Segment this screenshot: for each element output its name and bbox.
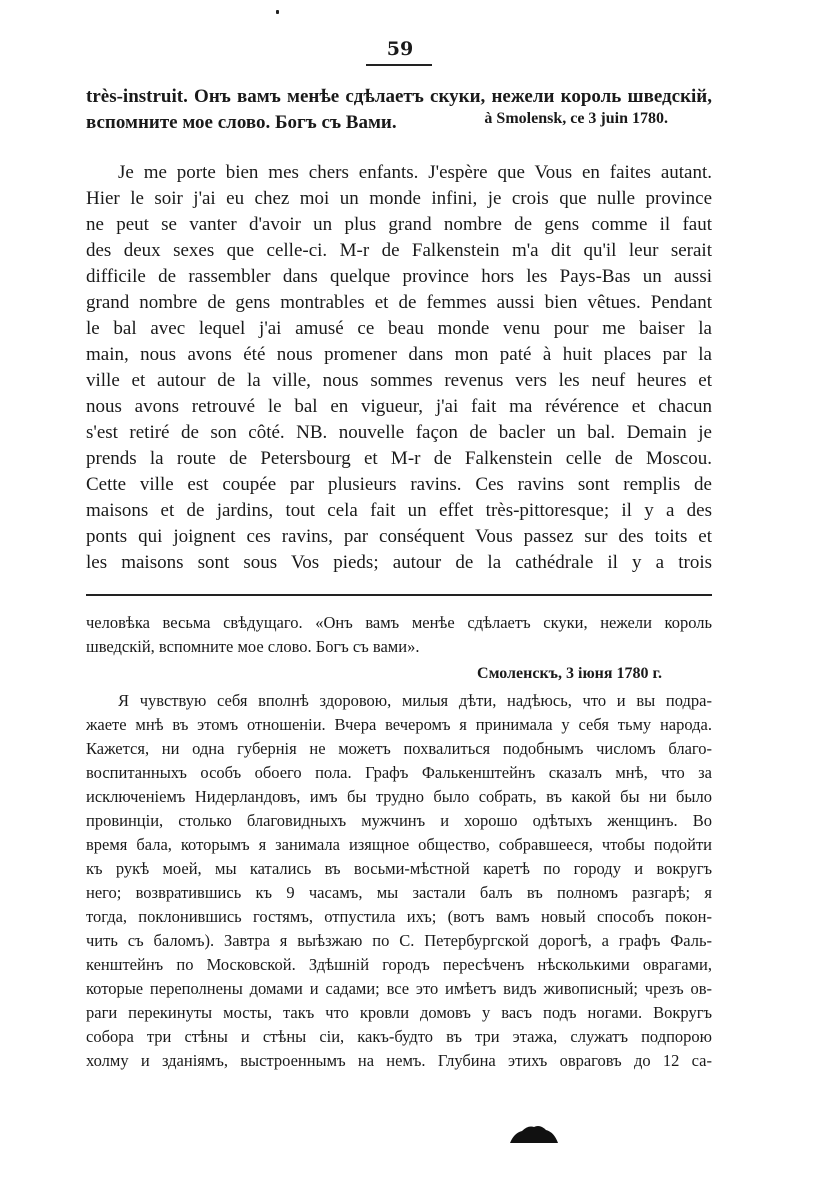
french-body-line: ne peut se vanter d'avoir un plus grand nombre de gens comme il faut xyxy=(86,214,712,235)
french-body-line: prends la route de Petersbourg et M-r de Falkenstein celle de Moscou. xyxy=(86,448,712,469)
russian-body-line: которые переполнены домами и садами; все это имѣетъ видъ живописный; чрезъ ов- xyxy=(86,979,712,998)
page-number-underline xyxy=(366,64,432,66)
page-number: 59 xyxy=(386,38,414,60)
russian-body-line: жаете мнѣ въ этомъ отношеніи. Вчера вечеромъ я принимала у себя тьму народа. xyxy=(86,715,712,734)
french-body-line: les maisons sont sous Vos pieds; autour de la cathédrale il y a trois xyxy=(86,552,712,573)
french-body-line: Hier le soir j'ai eu chez moi un monde infini, je crois que nulle province xyxy=(86,188,712,209)
french-body-line: ponts qui joignent ces ravins, par conséquent Vous passez sur des toits et xyxy=(86,526,712,547)
russian-body-line: него; возвратившись къ 9 часамъ, мы застали балъ въ полномъ разгарѣ; я xyxy=(86,883,712,902)
russian-body-line: раги перекинуты мосты, такъ что кровли домовъ у васъ подъ ногами. Вокругъ xyxy=(86,1003,712,1022)
russian-body-line: воспитанныхъ особъ обоего пола. Графъ Фалькенштейнъ сказалъ мнѣ, что за xyxy=(86,763,712,782)
french-top-line: вспомните мое слово. Богъ съ Вами. xyxy=(86,112,397,133)
french-body-line: Cette ville est coupée par plusieurs ravins. Ces ravins sont remplis de xyxy=(86,474,712,495)
french-body-line: grand nombre de gens montrables et de femmes aussi bien vêtues. Pendant xyxy=(86,292,712,313)
section-divider xyxy=(86,594,712,596)
french-top-line: très-instruit. Онъ вамъ менѣе сдѣлаетъ скуки, нежели король шведскій, xyxy=(86,86,712,107)
french-body-line: maisons et de jardins, tout cela fait un effet très-pittoresque; il y a des xyxy=(86,500,712,521)
russian-body-line: исключеніемъ Нидерландовъ, имъ бы трудно было собрать, въ какой бы ни было xyxy=(86,787,712,806)
russian-body-line: собора три стѣны и стѣны сіи, какъ-будто въ три этажа, служатъ подпорою xyxy=(86,1027,712,1046)
russian-top-line: шведскій, вспомните мое слово. Богъ съ вами». xyxy=(86,637,420,656)
russian-body-line: Я чувствую себя вполнѣ здоровою, милыя дѣти, надѣюсь, что и вы подра- xyxy=(118,691,712,710)
french-body-line: Je me porte bien mes chers enfants. J'espère que Vous en faites autant. xyxy=(118,162,712,183)
russian-dateline: Смоленскъ, 3 іюня 1780 г. xyxy=(477,665,662,682)
french-body-line: main, nous avons été nous promener dans mon paté à huit places par la xyxy=(86,344,712,365)
russian-body-line: тогда, поклонившись гостямъ, отпустила ихъ; (вотъ вамъ новый способъ покон- xyxy=(86,907,712,926)
russian-body-line: кенштейнъ по Московской. Здѣшній городъ пересѣченъ нѣсколькими оврагами, xyxy=(86,955,712,974)
french-body-line: difficile de rassembler dans quelque province hors les Pays-Bas un aussi xyxy=(86,266,712,287)
french-body-line: ville et autour de la ville, nous sommes revenus vers les neuf heures et xyxy=(86,370,712,391)
russian-body-line: холму и зданіямъ, выстроеннымъ на немъ. Глубина этихъ овраговъ до 12 са- xyxy=(86,1051,712,1070)
french-body-line: des deux sexes que celle-ci. M-r de Falkenstein m'a dit qu'il leur serait xyxy=(86,240,712,261)
french-dateline: à Smolensk, ce 3 juin 1780. xyxy=(484,110,668,127)
french-body-line: le bal avec lequel j'ai amusé ce beau monde venu pour me baiser la xyxy=(86,318,712,339)
russian-body-line: Кажется, ни одна губернія не можетъ похвалиться подобнымъ числомъ благо- xyxy=(86,739,712,758)
russian-body-line: провинціи, столько благовидныхъ мужчинъ и хорошо одѣтыхъ женщинъ. Во xyxy=(86,811,712,830)
russian-body-line: къ рукѣ моей, мы катались въ восьми-мѣстной каретѣ по городу и вокругъ xyxy=(86,859,712,878)
russian-body-line: чить съ баломъ). Завтра я выѣзжаю по С. Петербургской дорогѣ, а графъ Фаль- xyxy=(86,931,712,950)
russian-body-line: время бала, которымъ я занимала изящное общество, собравшееся, чтобы подойти xyxy=(86,835,712,854)
french-body-line: s'est retiré de son côté. NB. nouvelle façon de bacler un bal. Demain je xyxy=(86,422,712,443)
ink-blot-ornament xyxy=(508,1123,560,1145)
ink-speck xyxy=(276,10,279,14)
russian-top-line: человѣка весьма свѣдущаго. «Онъ вамъ менѣе сдѣлаетъ скуки, нежели король xyxy=(86,613,712,632)
french-body-line: nous avons retrouvé le bal en vigueur, j'ai fait ma révérence et chacun xyxy=(86,396,712,417)
